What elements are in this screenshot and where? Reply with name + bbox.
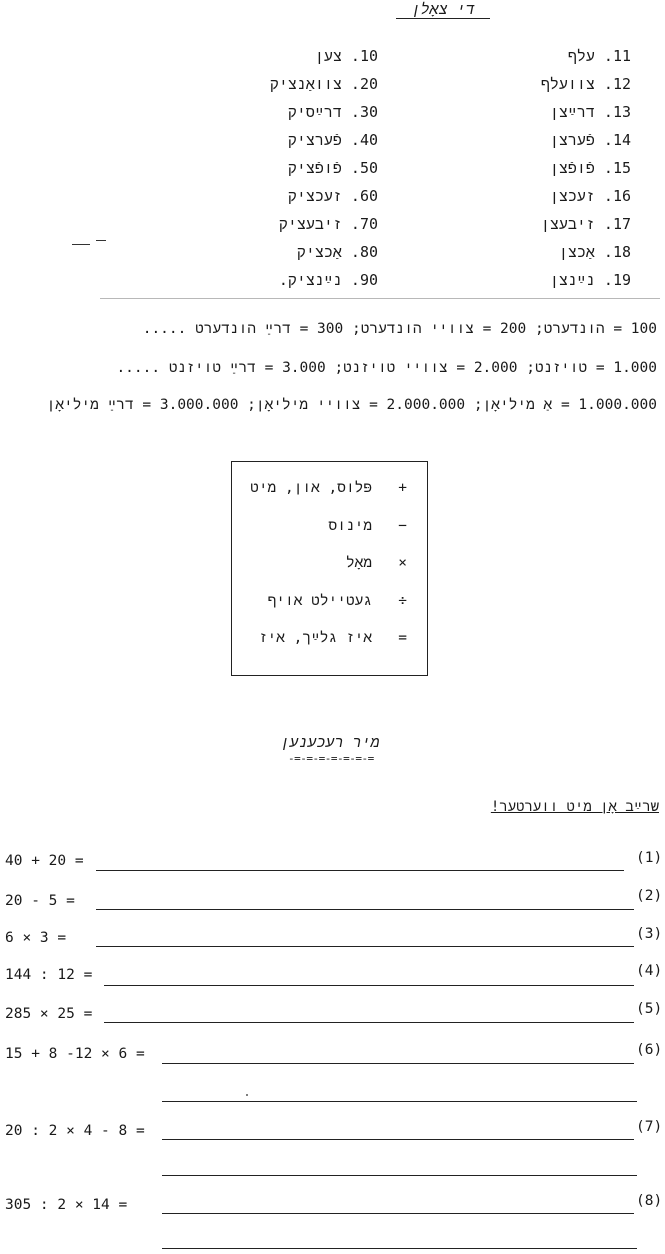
scan-artifact <box>100 298 660 299</box>
number-row: 50. פֿופֿציק <box>287 159 378 177</box>
exercise-expression: 40 + 20 = <box>5 853 84 869</box>
exercise-expression: 6 × 3 = <box>5 930 67 946</box>
answer-line[interactable] <box>162 1213 634 1214</box>
thousands-line: 1.000 = טויזנט; 2.000 = צוויי טויזנט; 3.000 = דרײַ טויזנט ..... <box>116 360 657 376</box>
operators-box <box>231 461 428 676</box>
exercise-number: (8) <box>636 1193 663 1209</box>
exercise-number: (6) <box>636 1042 663 1058</box>
exercise-expression: 144 : 12 = <box>5 967 93 983</box>
number-row: 10. צען <box>314 47 378 65</box>
number-row: 70. זיבעציק <box>278 215 378 233</box>
number-row: 19. נײַנצן <box>549 271 631 289</box>
exercise-number: (5) <box>636 1001 663 1017</box>
number-row: 17. זיבעצן <box>540 215 631 233</box>
operator-row-divide: ÷ געטיילט אויף <box>267 593 407 609</box>
number-row: 12. צוועלף <box>540 75 631 93</box>
exercise-number: (4) <box>636 963 663 979</box>
exercise-expression: 20 : 2 × 4 - 8 = <box>5 1123 145 1139</box>
operator-row-plus: + פּלוס, און, מיט <box>250 480 407 496</box>
instruction-text: שרײַב אָן מיט ווערטער! <box>490 799 659 815</box>
section-title: מיר רעכענען <box>280 733 380 751</box>
number-row: 30. דרײַסיק <box>287 103 378 121</box>
number-row: 18. אַכצן <box>558 243 631 261</box>
scan-artifact <box>96 240 106 241</box>
exercise-expression: 15 + 8 -12 × 6 = <box>5 1046 145 1062</box>
number-row: 13. דרײַצן <box>549 103 631 121</box>
section-title-underline: -=-=-=-=-=-=-= <box>288 752 374 765</box>
answer-line[interactable] <box>162 1063 634 1064</box>
number-row: 11. עלף <box>567 47 631 65</box>
answer-line[interactable] <box>96 946 634 947</box>
hundreds-line: 100 = הונדערט; 200 = צוויי הונדערט; 300 = דרײַ הונדערט ..... <box>142 321 657 337</box>
answer-line-continuation[interactable] <box>162 1101 637 1102</box>
operator-row-minus: − מינוס <box>328 518 407 534</box>
number-row: 90. נײַנציק. <box>278 271 378 289</box>
answer-line[interactable] <box>162 1139 634 1140</box>
title-underline <box>396 18 490 19</box>
scan-artifact <box>72 244 90 245</box>
exercise-expression: 20 - 5 = <box>5 893 75 909</box>
answer-line[interactable] <box>96 909 634 910</box>
exercise-expression: 285 × 25 = <box>5 1006 93 1022</box>
number-row: 14. פֿערצן <box>549 131 631 149</box>
exercise-number: (7) <box>636 1119 663 1135</box>
number-row: 15. פֿופֿצן <box>549 159 631 177</box>
answer-line[interactable] <box>104 1022 634 1023</box>
exercise-expression: 305 : 2 × 14 = <box>5 1197 128 1213</box>
exercise-number: (1) <box>636 850 663 866</box>
page-title: די צאָלן <box>411 0 475 18</box>
answer-line-continuation[interactable] <box>162 1175 637 1176</box>
operator-row-times: × מאָל <box>345 555 407 571</box>
answer-line-continuation[interactable] <box>162 1248 637 1249</box>
number-row: 40. פֿערציק <box>287 131 378 149</box>
exercise-number: (3) <box>636 926 663 942</box>
number-row: 20. צוואַנציק <box>269 75 378 93</box>
operator-row-equals: = איז גלײַך, איז <box>258 630 407 646</box>
number-row: 16. זעכצן <box>549 187 631 205</box>
number-row: 60. זעכציק <box>287 187 378 205</box>
scan-artifact <box>246 1094 248 1096</box>
answer-line[interactable] <box>104 985 634 986</box>
number-row: 80. אַכציק <box>296 243 378 261</box>
answer-line[interactable] <box>96 870 624 871</box>
millions-line: 1.000.000 = אַ מיליאָן; 2.000.000 = צוויי מיליאָן; 3.000.000 = דרײַ מיליאָן <box>46 397 657 413</box>
exercise-number: (2) <box>636 888 663 904</box>
